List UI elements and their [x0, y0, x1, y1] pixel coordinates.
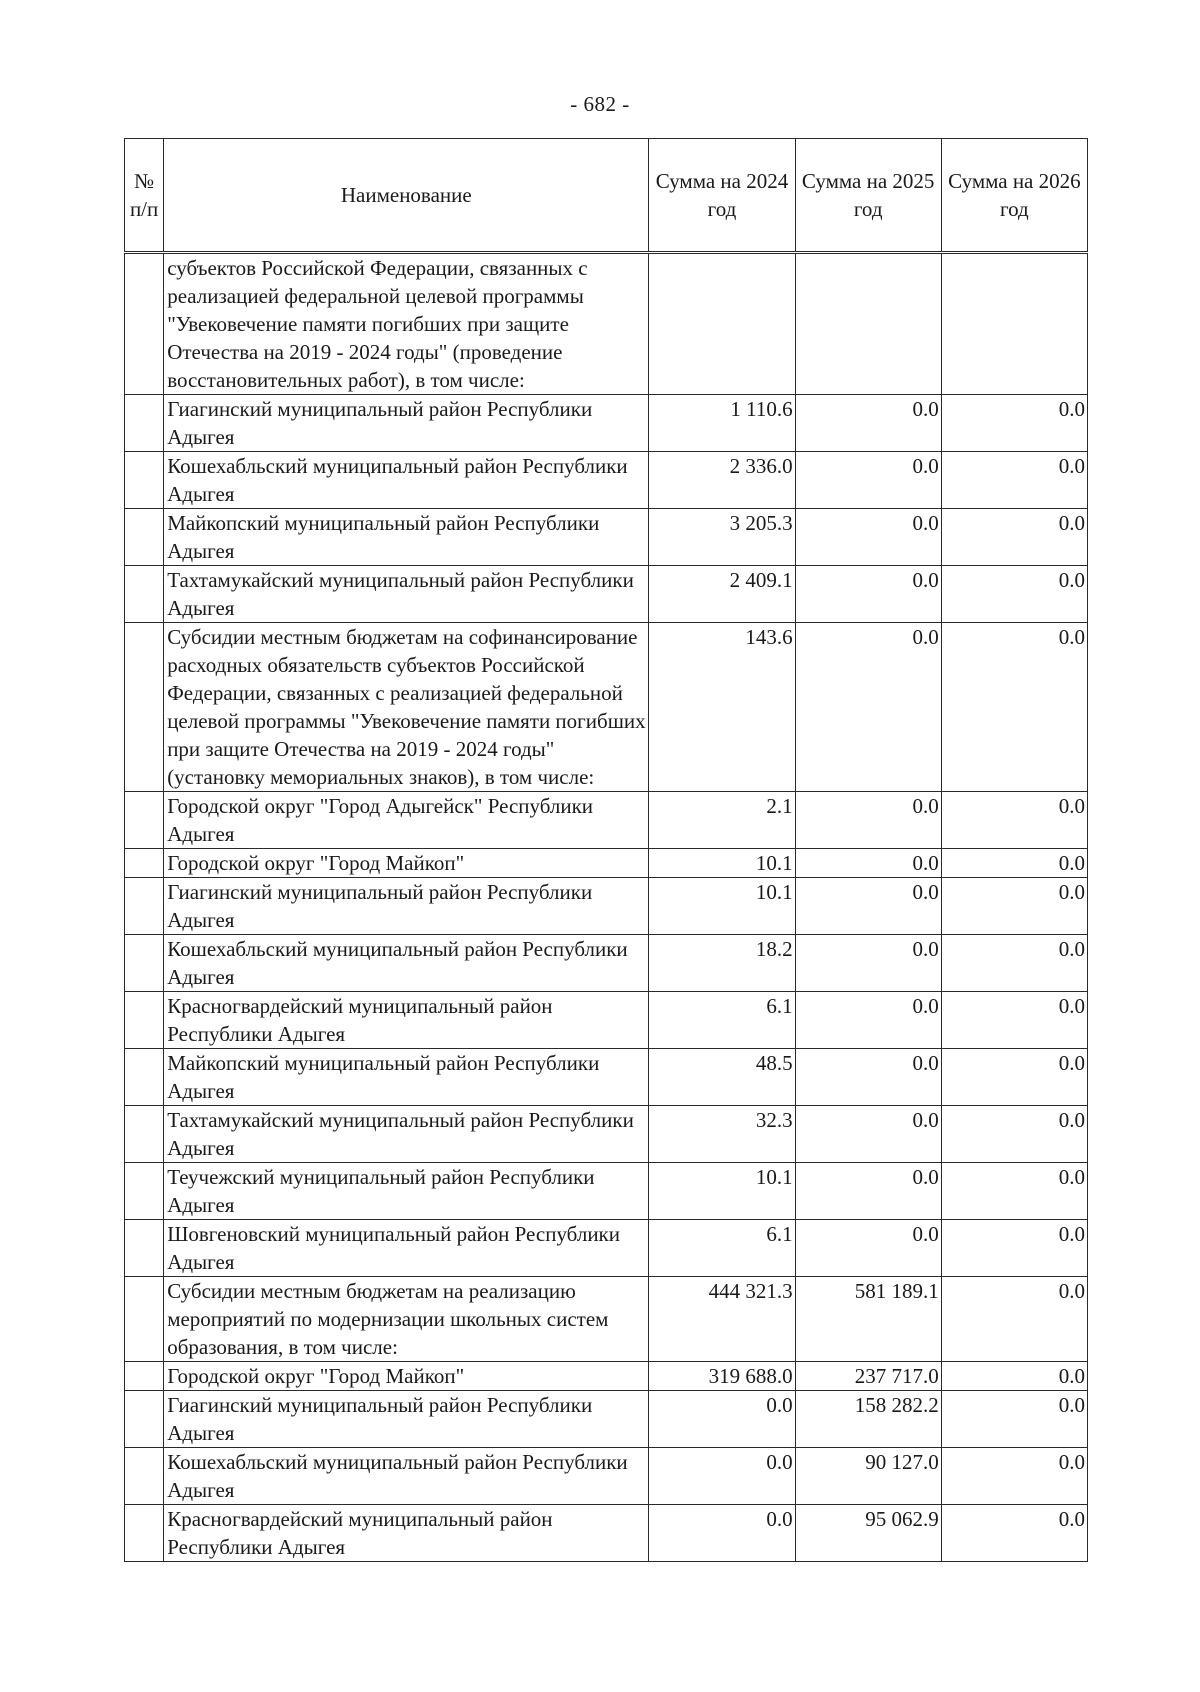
row-number-cell	[125, 623, 164, 792]
table-row	[125, 509, 1088, 566]
amount-2025-cell: 0.0	[795, 1220, 941, 1277]
page-number: - 682 -	[570, 92, 630, 116]
table-body	[125, 253, 1088, 1562]
row-name-cell: Тахтамукайский муниципальный район Республики Адыгея	[164, 566, 649, 623]
table-row	[125, 1277, 1088, 1362]
amount-2025-cell: 0.0	[795, 1049, 941, 1106]
table-header-row	[125, 139, 1088, 253]
amount-2026-cell: 0.0	[941, 1448, 1087, 1505]
table-row	[125, 1391, 1088, 1448]
row-number-cell	[125, 395, 164, 452]
row-name-cell: Тахтамукайский муниципальный район Республики Адыгея	[164, 1106, 649, 1163]
row-name-cell: Городской округ "Город Майкоп"	[164, 1362, 649, 1391]
row-name-cell: Городской округ "Город Адыгейск" Республики Адыгея	[164, 792, 649, 849]
amount-2024-cell: 0.0	[649, 1505, 795, 1562]
row-name-cell: Кошехабльский муниципальный район Республики Адыгея	[164, 1448, 649, 1505]
budget-table	[124, 138, 1088, 1562]
row-name-cell: Красногвардейский муниципальный район Республики Адыгея	[164, 992, 649, 1049]
amount-2024-cell: 10.1	[649, 849, 795, 878]
amount-2024-cell	[649, 253, 795, 395]
amount-2024-cell: 10.1	[649, 878, 795, 935]
table-row	[125, 849, 1088, 878]
amount-2026-cell	[941, 253, 1087, 395]
table-row	[125, 623, 1088, 792]
amount-2026-cell: 0.0	[941, 1163, 1087, 1220]
amount-2026-cell: 0.0	[941, 509, 1087, 566]
row-number-cell	[125, 452, 164, 509]
amount-2025-cell: 158 282.2	[795, 1391, 941, 1448]
amount-2024-cell: 0.0	[649, 1448, 795, 1505]
row-name-cell: Шовгеновский муниципальный район Республики Адыгея	[164, 1220, 649, 1277]
amount-2025-cell: 0.0	[795, 452, 941, 509]
amount-2024-cell: 143.6	[649, 623, 795, 792]
table-row	[125, 1049, 1088, 1106]
amount-2025-cell: 237 717.0	[795, 1362, 941, 1391]
amount-2025-cell: 0.0	[795, 935, 941, 992]
amount-2026-cell: 0.0	[941, 1220, 1087, 1277]
row-number-cell	[125, 792, 164, 849]
row-name-cell: Гиагинский муниципальный район Республики Адыгея	[164, 878, 649, 935]
amount-2025-cell: 0.0	[795, 395, 941, 452]
row-number-cell	[125, 1391, 164, 1448]
amount-2025-cell: 0.0	[795, 623, 941, 792]
table-row	[125, 1106, 1088, 1163]
row-number-cell	[125, 992, 164, 1049]
amount-2024-cell: 2 336.0	[649, 452, 795, 509]
amount-2025-cell: 0.0	[795, 1106, 941, 1163]
amount-2024-cell: 1 110.6	[649, 395, 795, 452]
row-number-cell	[125, 1049, 164, 1106]
amount-2024-cell: 18.2	[649, 935, 795, 992]
row-name-cell: Субсидии местным бюджетам на софинансирование расходных обязательств субъектов Российской Федерации, связанных с реализацией федеральной целевой программы "Увековечение памяти погибших при защите Отечества на 2019 - 2024 годы" (установку мемориальных знаков), в том числе:	[164, 623, 649, 792]
row-number-cell	[125, 935, 164, 992]
table-row	[125, 1163, 1088, 1220]
amount-2024-cell: 0.0	[649, 1391, 795, 1448]
row-number-cell	[125, 878, 164, 935]
amount-2026-cell: 0.0	[941, 1391, 1087, 1448]
row-name-cell: Гиагинский муниципальный район Республики Адыгея	[164, 1391, 649, 1448]
table-row	[125, 1448, 1088, 1505]
table-row	[125, 935, 1088, 992]
row-name-cell: Городской округ "Город Майкоп"	[164, 849, 649, 878]
amount-2025-cell: 0.0	[795, 878, 941, 935]
amount-2026-cell: 0.0	[941, 1106, 1087, 1163]
amount-2025-cell: 0.0	[795, 792, 941, 849]
amount-2024-cell: 3 205.3	[649, 509, 795, 566]
table-row	[125, 792, 1088, 849]
row-name-cell: Кошехабльский муниципальный район Республики Адыгея	[164, 935, 649, 992]
row-name-cell: субъектов Российской Федерации, связанных с реализацией федеральной целевой программы "Увековечение памяти погибших при защите Отечества на 2019 - 2024 годы" (проведение восстановительных работ), в том числе:	[164, 253, 649, 395]
row-name-cell: Теучежский муниципальный район Республики Адыгея	[164, 1163, 649, 1220]
amount-2025-cell: 90 127.0	[795, 1448, 941, 1505]
amount-2026-cell: 0.0	[941, 1049, 1087, 1106]
amount-2025-cell: 0.0	[795, 566, 941, 623]
amount-2024-cell: 6.1	[649, 1220, 795, 1277]
table-row	[125, 1505, 1088, 1562]
table-row	[125, 992, 1088, 1049]
amount-2025-cell	[795, 253, 941, 395]
amount-2024-cell: 6.1	[649, 992, 795, 1049]
row-name-cell: Гиагинский муниципальный район Республики Адыгея	[164, 395, 649, 452]
row-number-cell	[125, 1505, 164, 1562]
row-number-cell	[125, 509, 164, 566]
row-number-cell	[125, 849, 164, 878]
row-number-cell	[125, 1163, 164, 1220]
amount-2024-cell: 2.1	[649, 792, 795, 849]
table-row	[125, 395, 1088, 452]
amount-2026-cell: 0.0	[941, 566, 1087, 623]
table-row	[125, 878, 1088, 935]
row-number-cell	[125, 1277, 164, 1362]
amount-2025-cell: 0.0	[795, 1163, 941, 1220]
amount-2026-cell: 0.0	[941, 935, 1087, 992]
row-name-cell: Субсидии местным бюджетам на реализацию мероприятий по модернизации школьных систем образования, в том числе:	[164, 1277, 649, 1362]
amount-2024-cell: 319 688.0	[649, 1362, 795, 1391]
amount-2026-cell: 0.0	[941, 1277, 1087, 1362]
amount-2025-cell: 95 062.9	[795, 1505, 941, 1562]
amount-2025-cell: 0.0	[795, 849, 941, 878]
amount-2025-cell: 0.0	[795, 992, 941, 1049]
column-header-number: № п/п	[125, 139, 164, 253]
row-name-cell: Кошехабльский муниципальный район Республики Адыгея	[164, 452, 649, 509]
amount-2024-cell: 2 409.1	[649, 566, 795, 623]
table-row	[125, 253, 1088, 395]
amount-2025-cell: 581 189.1	[795, 1277, 941, 1362]
amount-2026-cell: 0.0	[941, 452, 1087, 509]
amount-2024-cell: 48.5	[649, 1049, 795, 1106]
amount-2024-cell: 444 321.3	[649, 1277, 795, 1362]
column-header-name: Наименование	[164, 139, 649, 253]
row-number-cell	[125, 1106, 164, 1163]
amount-2024-cell: 10.1	[649, 1163, 795, 1220]
amount-2026-cell: 0.0	[941, 878, 1087, 935]
row-number-cell	[125, 1448, 164, 1505]
table-row	[125, 1362, 1088, 1391]
row-number-cell	[125, 1220, 164, 1277]
amount-2026-cell: 0.0	[941, 1362, 1087, 1391]
table-row	[125, 452, 1088, 509]
row-name-cell: Красногвардейский муниципальный район Республики Адыгея	[164, 1505, 649, 1562]
table-row	[125, 1220, 1088, 1277]
row-number-cell	[125, 253, 164, 395]
amount-2025-cell: 0.0	[795, 509, 941, 566]
amount-2026-cell: 0.0	[941, 849, 1087, 878]
column-header-2026: Сумма на 2026 год	[941, 139, 1087, 253]
row-number-cell	[125, 1362, 164, 1391]
amount-2026-cell: 0.0	[941, 1505, 1087, 1562]
row-name-cell: Майкопский муниципальный район Республики Адыгея	[164, 509, 649, 566]
amount-2026-cell: 0.0	[941, 792, 1087, 849]
row-name-cell: Майкопский муниципальный район Республики Адыгея	[164, 1049, 649, 1106]
column-header-2025: Сумма на 2025 год	[795, 139, 941, 253]
amount-2026-cell: 0.0	[941, 395, 1087, 452]
table-row	[125, 566, 1088, 623]
amount-2026-cell: 0.0	[941, 992, 1087, 1049]
column-header-2024: Сумма на 2024 год	[649, 139, 795, 253]
row-number-cell	[125, 566, 164, 623]
amount-2026-cell: 0.0	[941, 623, 1087, 792]
amount-2024-cell: 32.3	[649, 1106, 795, 1163]
